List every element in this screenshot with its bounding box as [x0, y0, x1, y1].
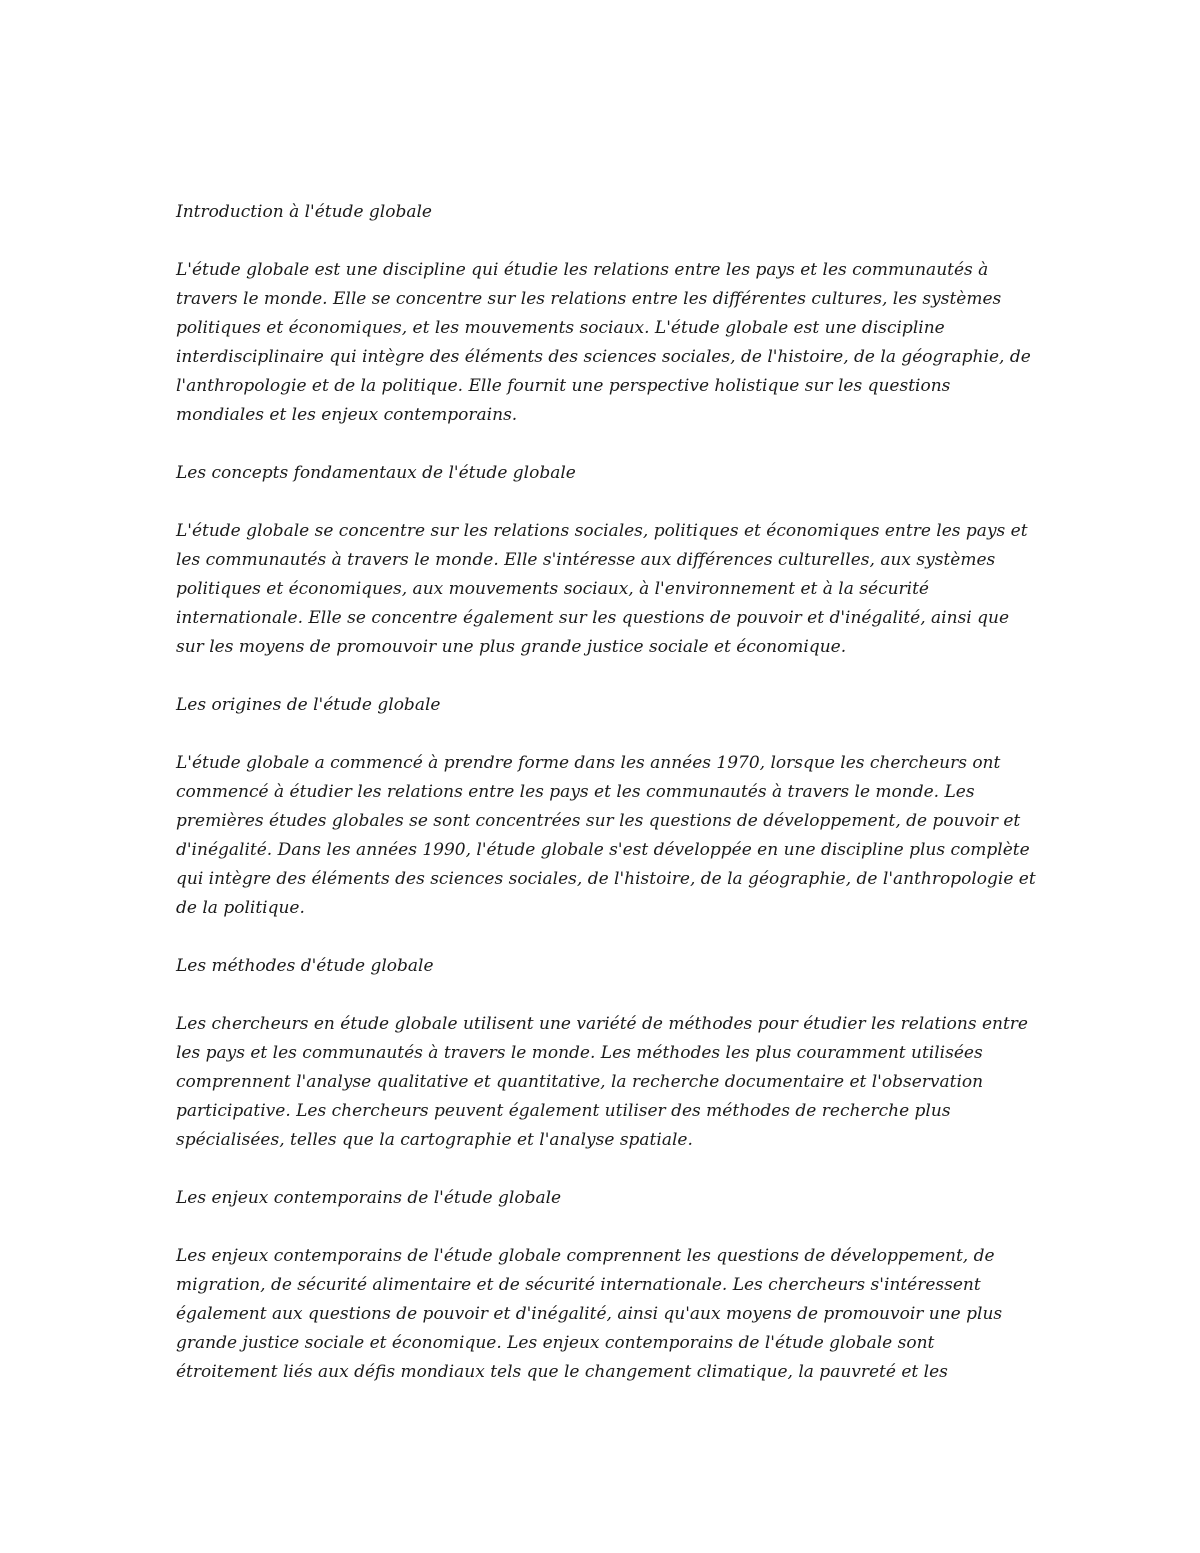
- document-body: [176, 198, 1036, 1416]
- section-paragraph-enjeux: Les enjeux contemporains de l'étude globale comprennent les questions de développement, de migration, de sécurité alimentaire et de sécurité internationale. Les chercheurs s'intéressent également aux questions de pouvoir et d'inégalité, ainsi qu'aux moyens de promouvoir une plus grande justice sociale et économique. Les enjeux contemporains de l'étude globale sont étroitement liés aux défis mondiaux tels que le changement climatique, la pauvreté et les: [176, 1246, 1003, 1382]
- section-paragraph-concepts: L'étude globale se concentre sur les relations sociales, politiques et économiques entre les pays et les communautés à travers le monde. Elle s'intéresse aux différences culturelles, aux systèmes politiques et économiques, aux mouvements sociaux, à l'environnement et à la sécurité internationale. Elle se concentre également sur les questions de pouvoir et d'inégalité, ainsi que sur les moyens de promouvoir une plus grande justice sociale et économique.: [176, 521, 1028, 657]
- section-heading-concepts: Les concepts fondamentaux de l'étude globale: [176, 463, 576, 483]
- section-paragraph-origines: L'étude globale a commencé à prendre forme dans les années 1970, lorsque les chercheurs ont commencé à étudier les relations entre les pays et les communautés à travers le monde. Les premières études globales se sont concentrées sur les questions de développement, de pouvoir et d'inégalité. Dans les années 1990, l'étude globale s'est développée en une discipline plus complète qui intègre des éléments des sciences sociales, de l'histoire, de la géographie, de l'anthropologie et de la politique.: [176, 753, 1036, 918]
- section-heading-methodes: Les méthodes d'étude globale: [176, 956, 434, 976]
- section-heading-enjeux: Les enjeux contemporains de l'étude globale: [176, 1188, 562, 1208]
- section-paragraph-introduction: L'étude globale est une discipline qui étudie les relations entre les pays et les communautés à travers le monde. Elle se concentre sur les relations entre les différentes cultures, les systèmes politiques et économiques, et les mouvements sociaux. L'étude globale est une discipline interdisciplinaire qui intègre des éléments des sciences sociales, de l'histoire, de la géographie, de l'anthropologie et de la politique. Elle fournit une perspective holistique sur les questions mondiales et les enjeux contemporains.: [176, 260, 1031, 425]
- section-heading-introduction: Introduction à l'étude globale: [176, 202, 432, 222]
- section-paragraph-methodes: Les chercheurs en étude globale utilisent une variété de méthodes pour étudier les relations entre les pays et les communautés à travers le monde. Les méthodes les plus couramment utilisées comprennent l'analyse qualitative et quantitative, la recherche documentaire et l'observation participative. Les chercheurs peuvent également utiliser des méthodes de recherche plus spécialisées, telles que la cartographie et l'analyse spatiale.: [176, 1014, 1028, 1150]
- section-heading-origines: Les origines de l'étude globale: [176, 695, 441, 715]
